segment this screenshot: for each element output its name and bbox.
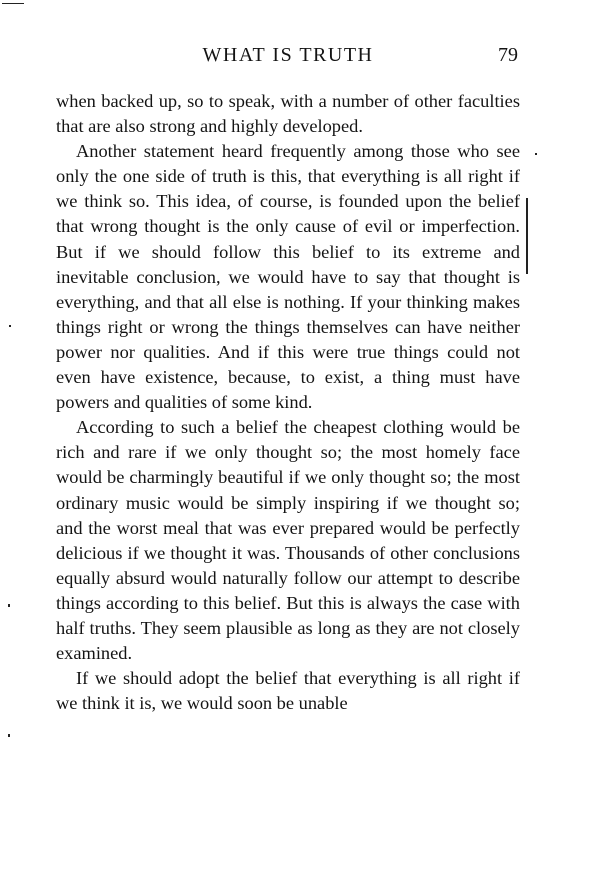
page-number: 79 — [498, 44, 518, 66]
scan-dot-left-2 — [8, 604, 10, 607]
scan-dot-right — [535, 153, 537, 155]
scan-dot-left-3 — [8, 734, 10, 737]
body-text — [56, 89, 520, 716]
scan-dot-left-1 — [9, 325, 11, 327]
paragraph-continued: when backed up, so to speak, with a number of other faculties that are also strong and highly developed. — [56, 91, 520, 137]
running-head — [56, 44, 520, 72]
paragraph: According to such a belief the cheapest clothing would be rich and rare if we only thought so; the most homely face would be charmingly beautiful if we only thought so; the most ordinary music would be simply inspiring if we thought so; and the worst meal that was ever prepared would be perfectly delicious if we thought it was. Thousands of other conclusions equally absurd would naturally follow our attempt to describe things according to this belief. But this is always the case with half truths. They seem plausible as long as they are not closely examined. — [56, 417, 520, 664]
paragraph: Another statement heard frequently among those who see only the one side of truth is this, that everything is all right if we think so. This idea, of course, is founded upon the belief that wrong thought is the only cause of evil or imperfection. But if we should follow this belief to its extreme and inevitable conclusion, we would have to say that thought is everything, and that all else is nothing. If your thinking makes things right or wrong the things themselves can have neither power nor qualities. And if this were true things could not even have existence, because, to exist, a thing must have powers and qualities of some kind. — [56, 141, 520, 413]
scan-mark-right-margin — [526, 198, 528, 274]
scan-mark-top-left — [2, 3, 24, 4]
paragraph: If we should adopt the belief that everything is all right if we think it is, we would soon be unable — [56, 668, 520, 714]
running-title: WHAT IS TRUTH — [202, 44, 374, 66]
